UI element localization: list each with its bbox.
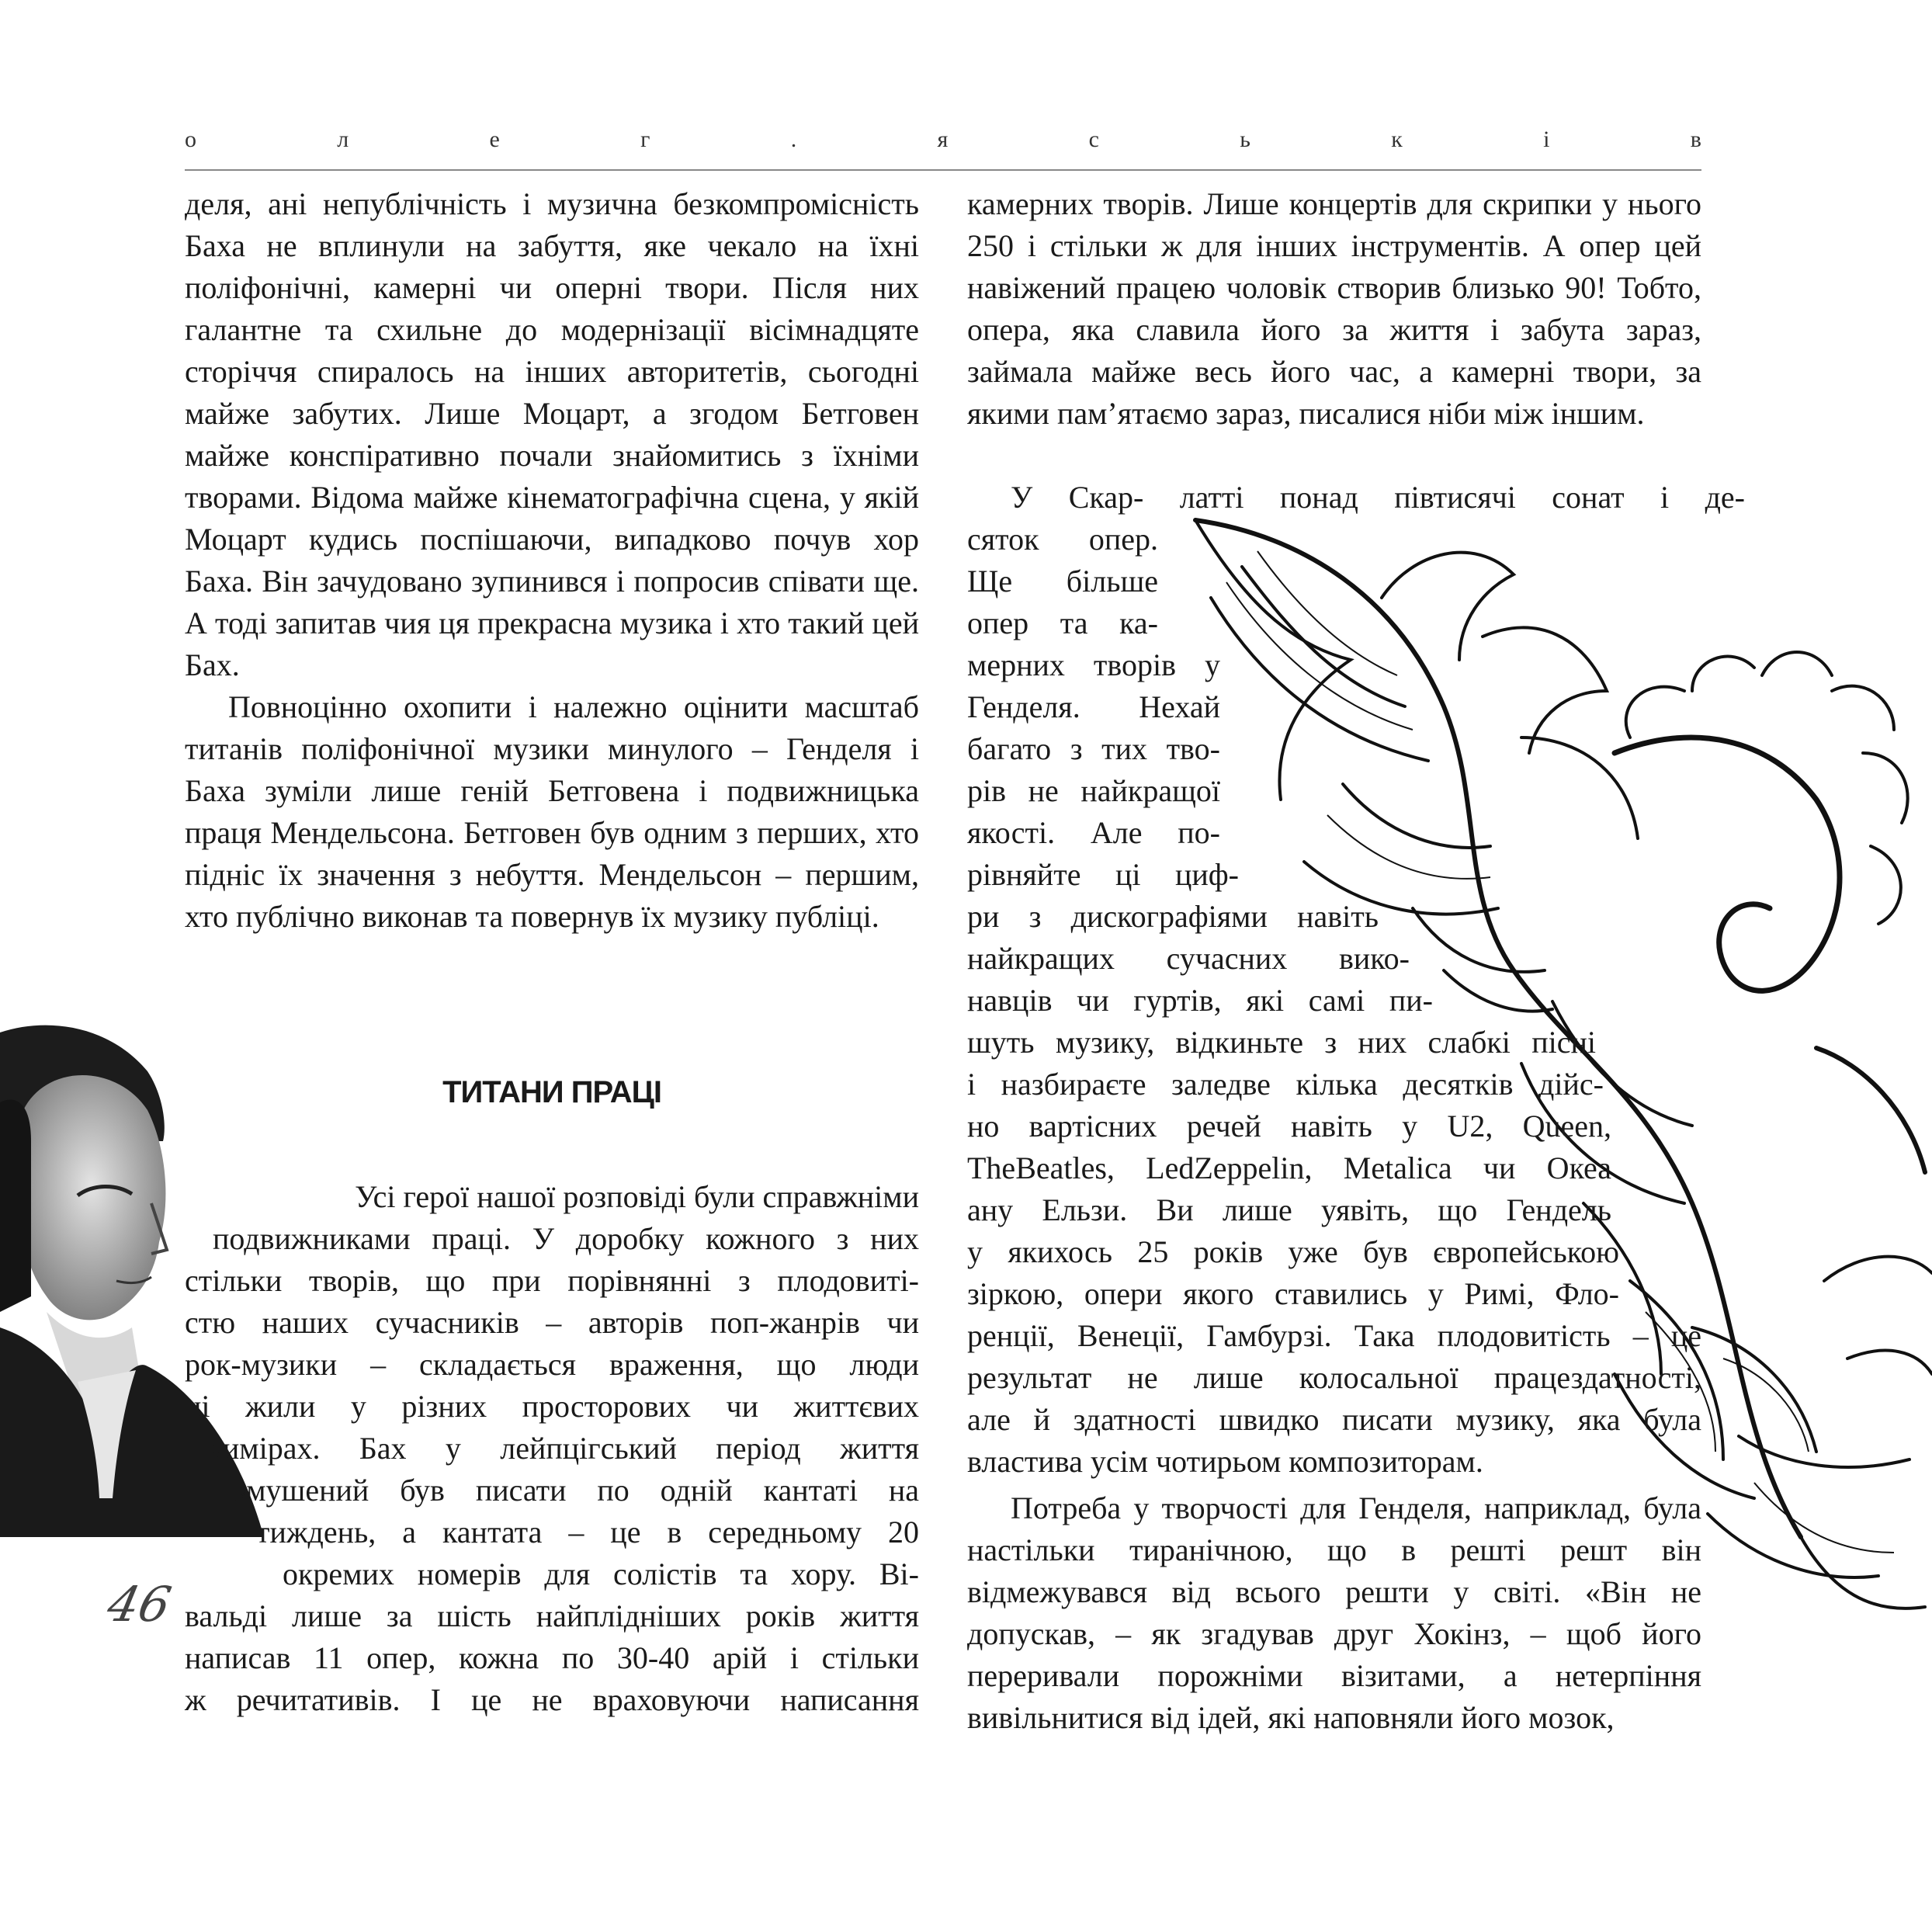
text-line: результат не лише колосальної працездатності, — [967, 1360, 1701, 1395]
running-head-letter: ь — [1240, 127, 1250, 152]
text-line: рівняйте ці циф- — [967, 857, 1239, 892]
text-line: рів не найкращої — [967, 773, 1220, 808]
text-line: ри з дискографіями навіть — [967, 899, 1379, 934]
text-line: написав 11 опер, кожна по 30-40 арій і стільки — [185, 1640, 919, 1675]
text-line: навців чи гуртів, які самі пи- — [967, 983, 1433, 1018]
running-head-letter: л — [337, 127, 349, 152]
text-line: сяток опер. — [967, 522, 1158, 557]
text-line: вальді лише за шість найплідніших років життя — [185, 1598, 919, 1633]
text-line: мерних творів у — [967, 647, 1220, 682]
right-column-top — [967, 183, 1701, 435]
text-line: тиждень, а кантата – це в середньому 20 — [256, 1515, 919, 1549]
text-line: Ще більше — [967, 564, 1158, 599]
text-line: стільки творів, що при порівнянні з плодовиті- — [185, 1263, 919, 1298]
text-line: ці жили у різних просторових чи життєвих — [185, 1389, 919, 1424]
text-line: багато з тих тво- — [967, 731, 1220, 766]
text-line: подвижниками праці. У доробку кожного з них — [213, 1221, 919, 1256]
page-number: 46 — [102, 1576, 176, 1633]
text-line: Усі герої нашої розповіді були справжніми — [355, 1179, 919, 1214]
text-line: але й здатності швидко писати музику, яка була — [967, 1402, 1701, 1437]
text-line: Генделя. Нехай — [967, 689, 1220, 724]
text-line: якості. Але по- — [967, 815, 1220, 850]
text-line: шуть музику, відкиньте з них слабкі пісні — [967, 1025, 1596, 1060]
running-head-letter: к — [1391, 127, 1403, 152]
running-head-letter: я — [937, 127, 949, 152]
section-heading: ТИТАНИ ПРАЦІ — [442, 1075, 661, 1109]
running-head-letter: о — [185, 127, 196, 152]
left-paragraph-1: деля, ані непублічність і музична безкомпромісність Баха не вплинули на забуття, яке чекало на їхні поліфонічні, камерні чи оперні твори. Після них галантне та схильне до модернізації вісімнадцяте сторіччя спиралось на інших авторитетів, сьогодні майже забутих. Лише Моцарт, а згодом Бетговен майже конспіративно почали знайомитись з їхніми творами. Відома майже кінематографічна сцена, у якій Моцарт кудись поспішаючи, випадково почув хор Баха. Він зачудовано зупинився і попросив співати ще. А тоді запитав чия ця прекрасна музика і хто такий цей Бах. — [185, 186, 919, 682]
text-line: стю наших сучасників – авторів поп-жанрів чи — [185, 1305, 919, 1340]
text-line: окремих номерів для солістів та хору. Ві- — [283, 1556, 919, 1591]
header-rule — [185, 169, 1701, 171]
text-line: зіркою, опери якого ставились у Римі, Фло- — [967, 1276, 1619, 1311]
left-column-bottom — [185, 1176, 919, 1721]
text-line: вимірах. Бах у лейпцігський період життя — [208, 1431, 919, 1466]
text-line: і назбираєте заледве кілька десятків дійс- — [967, 1067, 1604, 1102]
text-line: у якихось 25 років уже був європейською — [967, 1234, 1619, 1269]
running-head-letter: е — [489, 127, 500, 152]
right-column-wrapped — [967, 477, 1745, 1483]
text-line: ж речитативів. І це не враховуючи написання — [185, 1682, 919, 1717]
text-line: TheBeatles, LedZeppelin, Metalica чи Океа — [967, 1150, 1611, 1185]
text-line: властива усім чотирьом композиторам. — [967, 1444, 1483, 1479]
running-head-letter: . — [790, 127, 797, 152]
right-paragraph-1: камерних творів. Лише концертів для скрипки у нього 250 і стільки ж для інших інструментів. А опер цей навіжений працею чоловік створив близько 90! Тобто, опера, яка славила його за життя і забута зараз, займала майже весь його час, а камерні твори, за якими пам’ятаємо зараз, писалися ніби між іншим. — [967, 186, 1701, 431]
running-head-letter: і — [1543, 127, 1550, 152]
text-line: ренції, Венеції, Гамбурзі. Така плодовитість – це — [967, 1318, 1701, 1353]
text-line: найкращих сучасних вико- — [967, 941, 1410, 976]
text-line: змушений був писати по одній кантаті на — [234, 1473, 919, 1508]
running-head-letter: г — [640, 127, 650, 152]
running-head-letter: с — [1088, 127, 1099, 152]
right-paragraph-3: Потреба у творчості для Генделя, наприклад, була настільки тиранічною, що в решті решт він відмежувався від всього решти у світі. «Він не допускав, – як згадував друг Хокінз, – щоб його переривали порожніми візитами, а нетерпіння вивільнитися від ідей, які наповняли його мозок, — [967, 1490, 1701, 1735]
right-column-bottom — [967, 1487, 1701, 1739]
left-column-top — [185, 183, 919, 938]
text-line: У Скар- латті понад півтисячі сонат і де- — [1011, 480, 1745, 515]
text-line: опер та ка- — [967, 606, 1158, 640]
running-head — [185, 124, 1701, 155]
text-line: рок-музики – складається враження, що люди — [185, 1347, 919, 1382]
running-head-letter: в — [1690, 127, 1701, 152]
text-line: но вартісних речей навіть у U2, Queen, — [967, 1109, 1611, 1143]
left-paragraph-2: Повноцінно охопити і належно оцінити масштаб титанів поліфонічної музики минулого – Генделя і Баха зуміли лише геній Бетговена і подвижницька праця Мендельсона. Бетговен був одним з перших, хто підніс їх значення з небуття. Мендельсон – першим, хто публічно виконав та повернув їх музику публіці. — [185, 689, 919, 934]
text-line: ану Ельзи. Ви лише уявіть, що Гендель — [967, 1192, 1611, 1227]
